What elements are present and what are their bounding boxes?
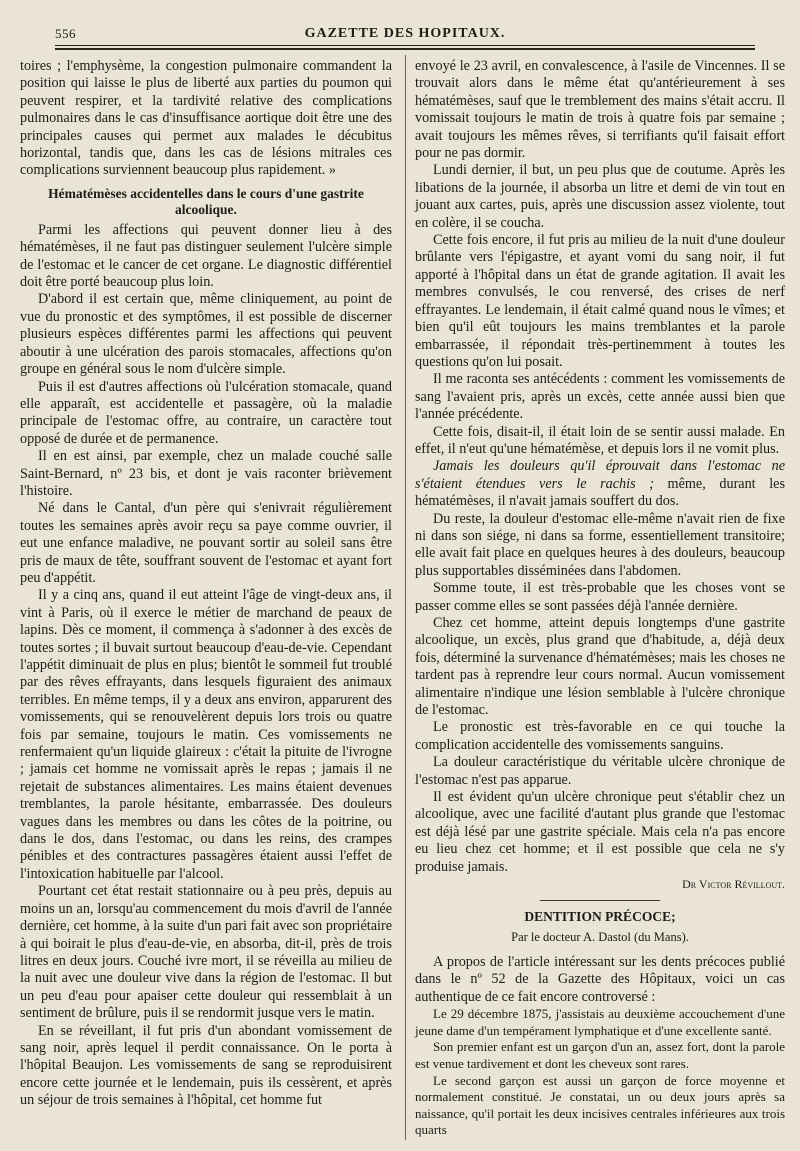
paragraph (415, 458, 785, 510)
paragraph: Chez cet homme, atteint depuis longtemps d'une gastrite alcoolique, un excès, plus grand que d'habitude, a, déjà deux fois, déterminé la survenance d'hématémèses; mais les choses ne tardent pas à reprendre leur cours normal. Aucun vomissement alimentaire n'indique une lésion semblable à l'ulcère chronique de l'estomac. (415, 615, 785, 719)
paragraph: Cette fois encore, il fut pris au milieu de la nuit d'une douleur brûlante vers l'épigastre, et ayant vomi du sang noir, il fut apporté à l'hôpital dans un état de grande agitation. Il avait les membres convulsés, le cou renversé, des crises de nerf effrayantes. Le lendemain, il était calmé quand nous le vîmes; et bien qu'il eût toujours les mains tremblantes et la parole embarrassée, il répondait très-pertinemment à toutes les questions qu'on lui posait. (415, 232, 785, 370)
header-rule-thick (55, 48, 755, 50)
paragraph: D'abord il est certain que, même cliniquement, au point de vue du pronostic et des symptômes, il est possible de discerner plusieurs espèces différentes parmi les affections qui peuvent aboutir à une ulcération des parois stomacales, affections qu'on groupe en général sous le nom d'ulcère simple. (20, 291, 392, 378)
section-title: DENTITION PRÉCOCE; (524, 908, 676, 924)
paragraph: Le 29 décembre 1875, j'assistais au deuxième accouchement d'une jeune dame d'un tempérament lymphatique et d'une excellente santé. (415, 1006, 785, 1038)
section-title: Hématémèses accidentelles dans le cours d'une gastrite alcoolique. (48, 185, 364, 217)
byline: Par le docteur A. Dastol (du Mans). (511, 929, 689, 944)
column-divider (405, 55, 406, 1140)
paragraph: Le second garçon est aussi un garçon de force moyenne et normalement constitué. Je constatai, un ou deux jours après sa naissance, qu'il portait les deux incisives centrales inférieures aux trois quarts (415, 1072, 785, 1138)
paragraph-text: même, durant les hématémèses, il n'avait jamais souffert du dos. (415, 475, 785, 510)
paragraph: Il en est ainsi, par exemple, chez un malade couché salle Saint-Bernard, nº 23 bis, et dont je vais raconter brièvement l'histoire. (20, 448, 392, 499)
paragraph: Parmi les affections qui peuvent donner lieu à des hématémèses, il ne faut pas distinguer seulement l'ulcère simple de l'estomac et le cancer de cet organe. Le diagnostic différentiel doit être porté beaucoup plus loin. (20, 221, 392, 291)
paragraph: envoyé le 23 avril, en convalescence, à l'asile de Vincennes. Il se trouvait alors dans le même état qu'antérieurement à ses hématémèses, sauf que le tremblement des mains s'était accru. Il vomissait toujours le matin de trois à quatre fois par semaine ; avait toujours les mêmes rêves, si terrifiants qu'il faisait effort pour ne pas dormir. (415, 58, 785, 162)
paragraph: Il y a cinq ans, quand il eut atteint l'âge de vingt-deux ans, il vint à Paris, où il exerce le métier de marchand de peaux de lapins. Dès ce moment, il commença à s'adonner à des excès de toutes sortes ; il buvait surtout beaucoup d'eau-de-vie. Cependant l'appétit diminuait de plus en plus; bientôt le sommeil fut troublé par des rêves effrayants, dans lesquels figuraient des animaux terribles. En même temps, il y a deux ans environ, apparurent des vomissements, qui se renouvelèrent depuis lors trois ou quatre fois par semaine, toujours le matin. Ces vomissements ne renfermaient qu'un liquide glaireux : c'était la pituite de l'ivrogne ; jamais cet homme ne vomissait après le repas ; jamais il ne rejetait de substances alimentaires. Les mains étaient devenues tremblantes, la parole hésitante, embarrassée. Des douleurs vagues dans les membres ou dans les côtes de la poitrine, ou dans le dos, dans l'estomac, ou dans les reins, des crampes pénibles et des contractures passagères étaient aussi l'effet de l'intoxication habituelle par l'alcool. (20, 587, 392, 882)
italic-text: Jamais les douleurs qu'il éprouvait dans l'estomac ne s'étaient étendues vers le rachis ; (415, 458, 785, 492)
signature: Dr Victor Révillout. (682, 877, 785, 892)
paragraph: Du reste, la douleur d'estomac elle-même n'avait rien de fixe ni dans son siége, ni dans sa forme, essentiellement transitoire; elle avait fait place en quelques heures à des douleurs, beaucoup plus supportables disséminées dans l'abdomen. (415, 510, 785, 579)
section-rule (540, 900, 660, 901)
paragraph: Il me raconta ses antécédents : comment les vomissements de sang l'avaient pris, après un excès, cette année aussi bien que l'année précédente. (415, 371, 785, 423)
running-title: GAZETTE DES HOPITAUX. (304, 26, 506, 41)
page-header (55, 26, 755, 46)
paragraph: La douleur caractéristique du véritable ulcère chronique de l'estomac n'est pas apparue. (415, 754, 785, 788)
page-number: 556 (55, 26, 76, 41)
left-column (20, 58, 392, 1110)
paragraph: Puis il est d'autres affections où l'ulcération stomacale, quand elle apparaît, est accidentelle et passagère, où la maladie principale de l'estomac offre, au contraire, un caractère tout opposé de durée et de permanence. (20, 378, 392, 447)
paragraph: A propos de l'article intéressant sur les dents précoces publié dans le nº 52 de la Gazette des Hôpitaux, voici un cas authentique de ce fait encore controversé : (415, 953, 785, 1005)
paragraph: Il est évident qu'un ulcère chronique peut s'établir chez un alcoolique, avec une facilité d'autant plus grande que l'estomac est déjà lésé par une gastrite spéciale. Mais cela n'a pas encore eu lieu chez cet homme; et il est possible que cela ne s'y produise jamais. (415, 789, 785, 875)
header-rule (55, 45, 755, 46)
paragraph: Somme toute, il est très-probable que les choses vont se passer comme elles se sont passées déjà l'année dernière. (415, 580, 785, 614)
paragraph: toires ; l'emphysème, la congestion pulmonaire commandent la position qui laisse le plus de liberté aux parties du poumon qui peuvent respirer, et la tardivité relative des complications pulmonaires dans le cas d'insuffisance aortique doit être une des principales causes qui permet aux malades le décubitus horizontal, tandis que, dans les cas de lésions mitrales ces complications surviennent beaucoup plus rapidement. » (20, 58, 392, 179)
paragraph: Son premier enfant est un garçon d'un an, assez fort, dont la parole est venue tardivement et dont les cheveux sont rares. (415, 1039, 785, 1071)
paragraph: Lundi dernier, il but, un peu plus que de coutume. Après les libations de la journée, il absorba un litre et demi de vin tout en jouant aux cartes, puis, après une discussion assez violente, tout en colère, il se coucha. (415, 162, 785, 231)
paragraph: Pourtant cet état restait stationnaire ou à peu près, depuis au moins un an, lorsqu'au commencement du mois d'avril de l'année dernière, cet homme, à la suite d'un pari fait avec son propriétaire à qui boirait le plus d'eau-de-vie, en absorba, dit-il, près de trois litres en deux jours. Couché ivre mort, il se réveilla au milieu de la nuit avec une douleur vive dans la région de l'estomac. Il but un peu d'eau pour apaiser cette douleur qui ressemblait à un sentiment de brûlure, puis il se rendormit jusque vers le matin. (20, 883, 392, 1022)
paragraph: Le pronostic est très-favorable en ce qui touche la complication accidentelle des vomissements sanguins. (415, 719, 785, 753)
right-column (415, 58, 785, 1139)
paragraph: Cette fois, disait-il, il était loin de se sentir aussi malade. En effet, il n'eut qu'une hématémèse, et depuis lors il ne vomit plus. (415, 423, 785, 457)
paragraph: Né dans le Cantal, d'un père qui s'enivrait régulièrement toutes les semaines après avoir reçu sa paye comme ouvrier, il eut une enfance maladive, ne pouvant sortir au soleil sans être pris de maux de tête, souffrant souvent de l'estomac et ayant fort peu d'appétit. (20, 500, 392, 586)
paragraph: En se réveillant, il fut pris d'un abondant vomissement de sang noir, après lequel il perdit connaissance. On le porta à l'hôpital Beaujon. Les vomissements de sang se reproduisirent encore cette journée et le lendemain, puis ils cessèrent, et après un séjour de trois semaines à l'hôpital, cet homme fut (20, 1022, 392, 1109)
